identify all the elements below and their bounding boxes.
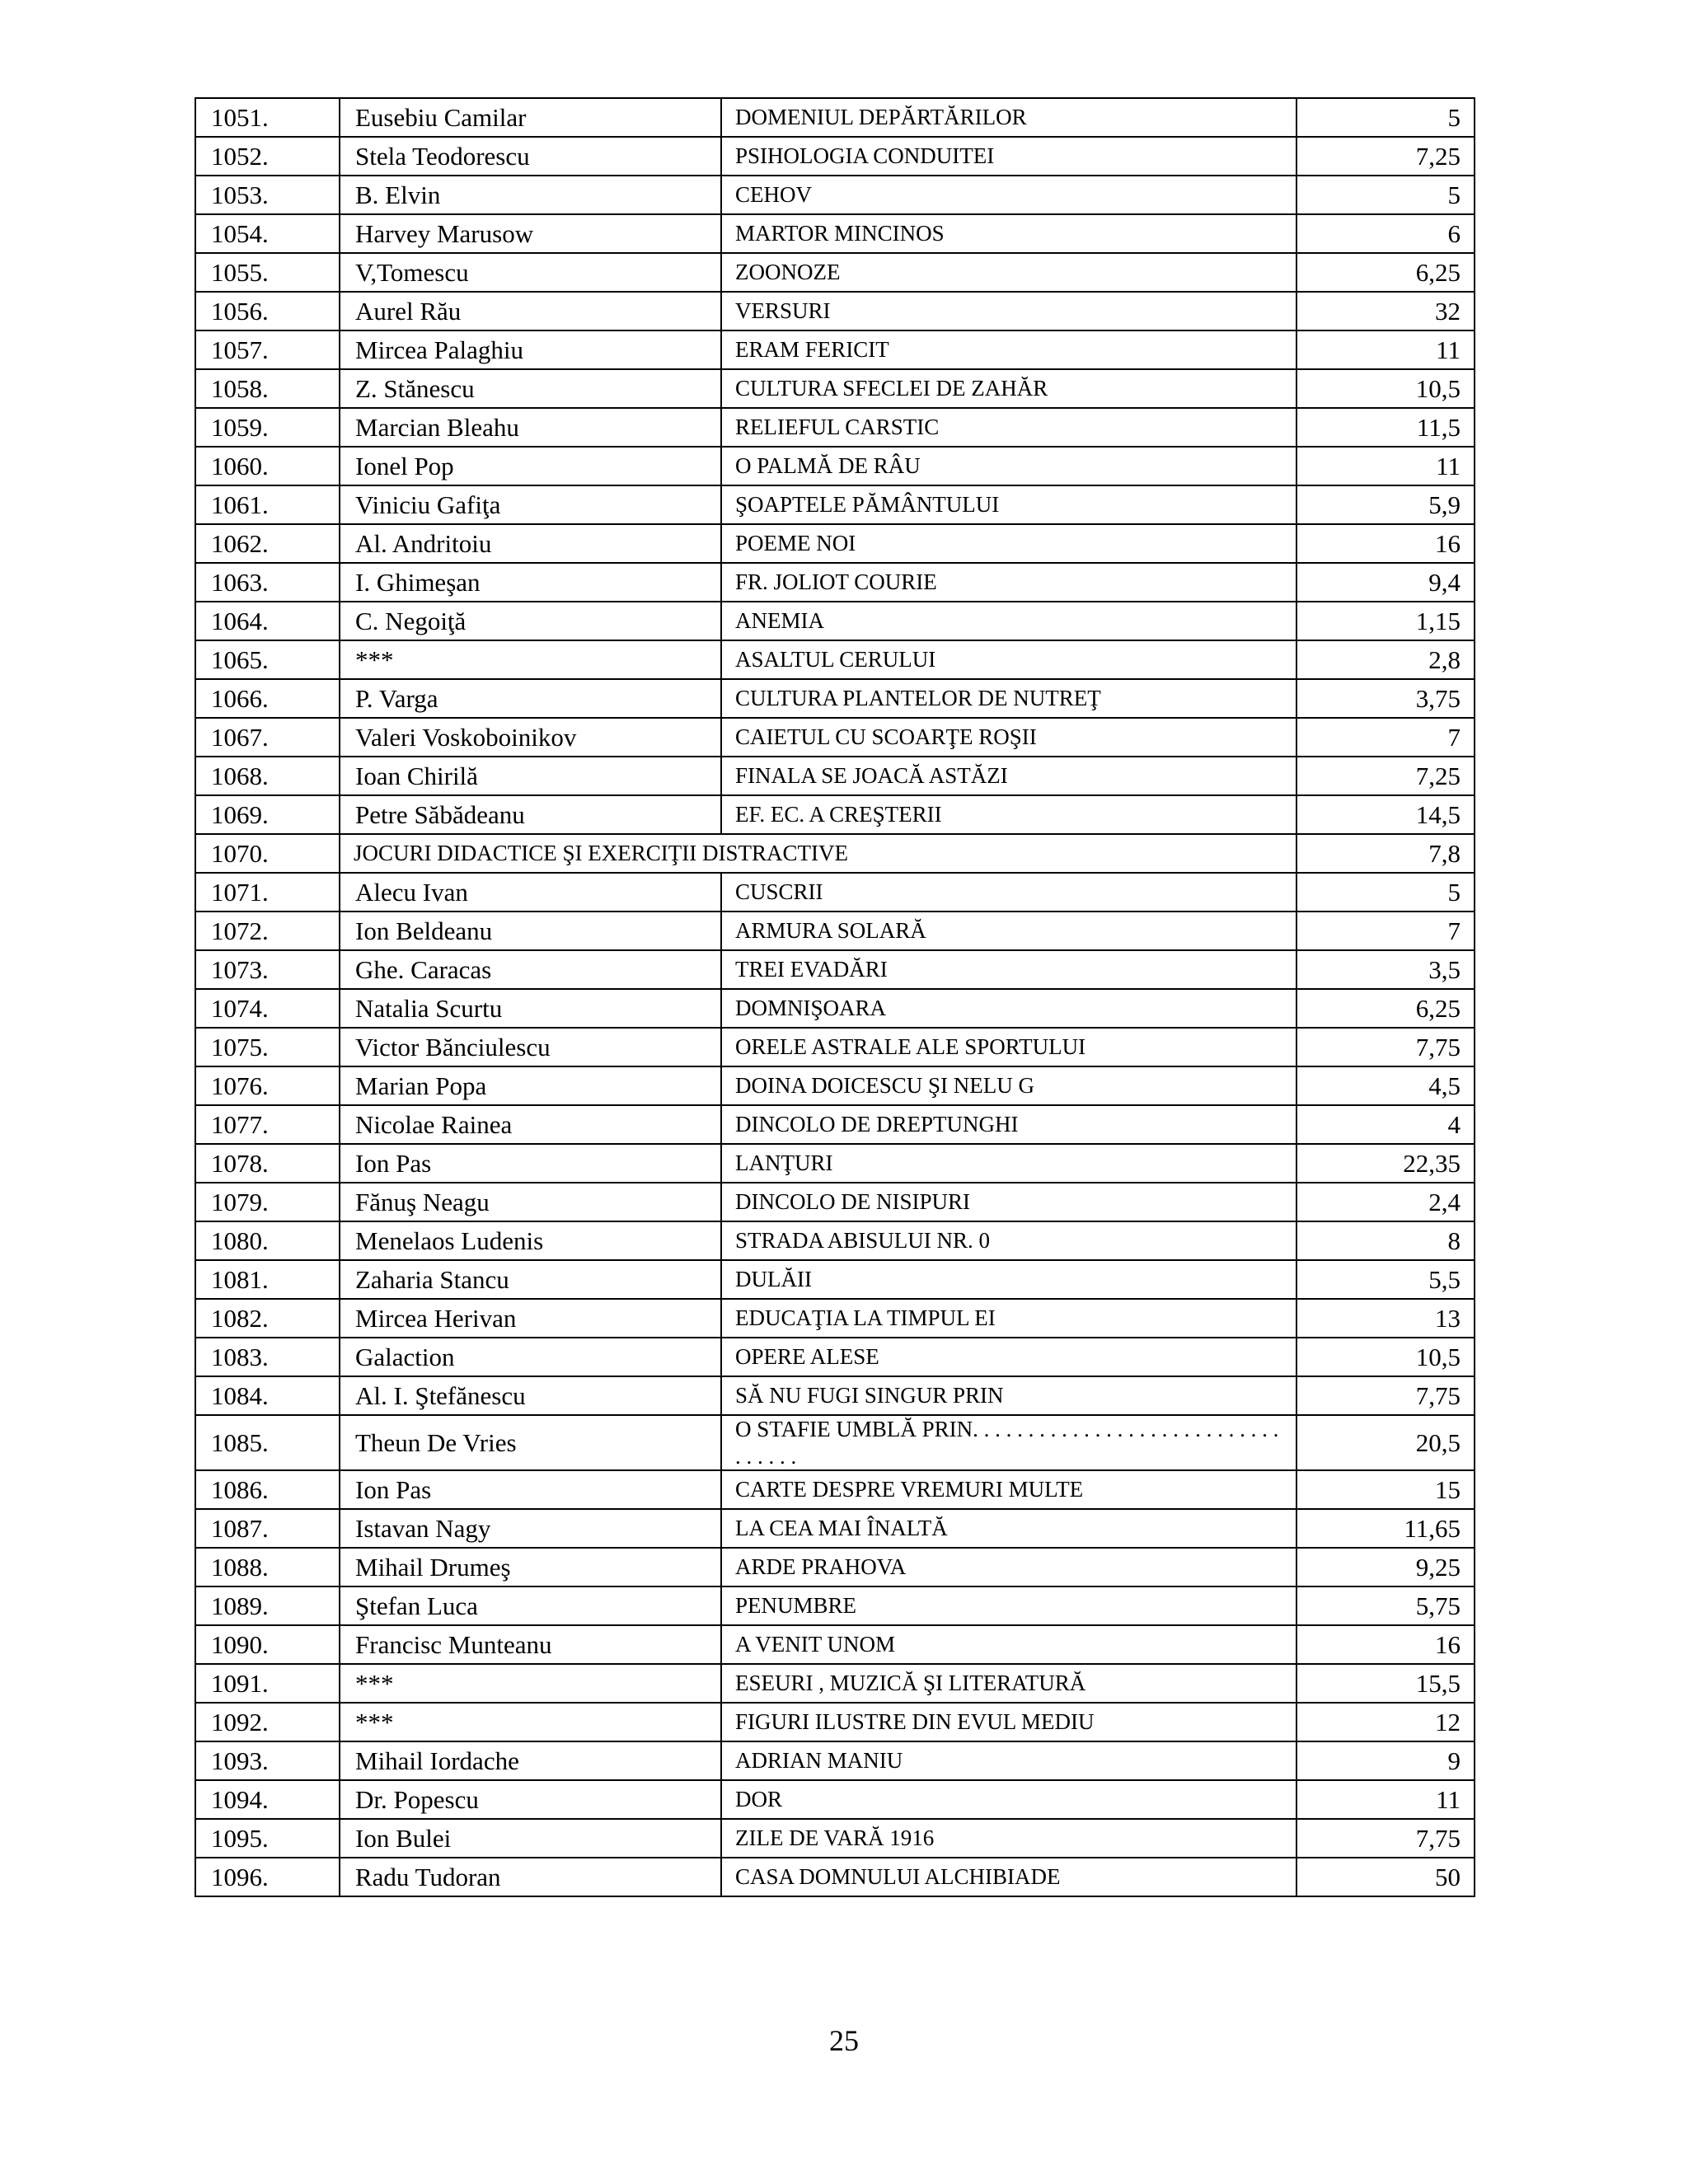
cell-number: 1086. bbox=[195, 1470, 340, 1509]
cell-value: 15 bbox=[1296, 1470, 1475, 1509]
cell-author: Nicolae Rainea bbox=[340, 1105, 721, 1144]
cell-title: FINALA SE JOACĂ ASTĂZI bbox=[721, 757, 1296, 795]
cell-author: Ion Bulei bbox=[340, 1819, 721, 1858]
cell-value: 7 bbox=[1296, 718, 1475, 757]
table-row bbox=[195, 330, 1475, 369]
cell-value: 5 bbox=[1296, 873, 1475, 912]
cell-value: 16 bbox=[1296, 1625, 1475, 1664]
cell-value: 32 bbox=[1296, 292, 1475, 330]
cell-author: Valeri Voskoboinikov bbox=[340, 718, 721, 757]
cell-number: 1083. bbox=[195, 1338, 340, 1376]
cell-number: 1091. bbox=[195, 1664, 340, 1703]
cell-number: 1053. bbox=[195, 176, 340, 214]
cell-author: Ionel Pop bbox=[340, 447, 721, 485]
table-row bbox=[195, 1780, 1475, 1819]
table-row bbox=[195, 989, 1475, 1028]
cell-title: FR. JOLIOT COURIE bbox=[721, 563, 1296, 602]
cell-author: Aurel Rău bbox=[340, 292, 721, 330]
cell-number: 1061. bbox=[195, 485, 340, 524]
cell-value: 5,9 bbox=[1296, 485, 1475, 524]
cell-title: DOINA DOICESCU ŞI NELU G bbox=[721, 1066, 1296, 1105]
cell-title: EF. EC. A CREŞTERII bbox=[721, 795, 1296, 834]
cell-number: 1054. bbox=[195, 214, 340, 253]
cell-number: 1090. bbox=[195, 1625, 340, 1664]
cell-author: Theun De Vries bbox=[340, 1415, 721, 1470]
cell-number: 1052. bbox=[195, 137, 340, 176]
table-row bbox=[195, 369, 1475, 408]
table-row bbox=[195, 1664, 1475, 1703]
table-row bbox=[195, 1221, 1475, 1260]
table-row bbox=[195, 1548, 1475, 1586]
cell-number: 1094. bbox=[195, 1780, 340, 1819]
table-row bbox=[195, 1066, 1475, 1105]
cell-author: Harvey Marusow bbox=[340, 214, 721, 253]
cell-author: Francisc Munteanu bbox=[340, 1625, 721, 1664]
cell-title: ARDE PRAHOVA bbox=[721, 1548, 1296, 1586]
cell-value: 7,25 bbox=[1296, 137, 1475, 176]
cell-title: CARTE DESPRE VREMURI MULTE bbox=[721, 1470, 1296, 1509]
cell-title: ESEURI , MUZICĂ ŞI LITERATURĂ bbox=[721, 1664, 1296, 1703]
cell-author: Mircea Herivan bbox=[340, 1299, 721, 1338]
cell-title: ŞOAPTELE PĂMÂNTULUI bbox=[721, 485, 1296, 524]
cell-value: 11,5 bbox=[1296, 408, 1475, 447]
cell-title: STRADA ABISULUI NR. 0 bbox=[721, 1221, 1296, 1260]
cell-author: Eusebiu Camilar bbox=[340, 98, 721, 137]
cell-number: 1055. bbox=[195, 253, 340, 292]
cell-title: O STAFIE UMBLĂ PRIN. . . . . . . . . . . . . . . . . . . . . . . . . . . . . . . . . . bbox=[721, 1415, 1296, 1470]
table-row bbox=[195, 873, 1475, 912]
cell-value: 14,5 bbox=[1296, 795, 1475, 834]
cell-value: 5 bbox=[1296, 176, 1475, 214]
cell-number: 1057. bbox=[195, 330, 340, 369]
table-row bbox=[195, 757, 1475, 795]
cell-title: CEHOV bbox=[721, 176, 1296, 214]
cell-author: *** bbox=[340, 1703, 721, 1741]
cell-title: A VENIT UNOM bbox=[721, 1625, 1296, 1664]
cell-title: LANŢURI bbox=[721, 1144, 1296, 1183]
cell-author: I. Ghimeşan bbox=[340, 563, 721, 602]
cell-number: 1084. bbox=[195, 1376, 340, 1415]
cell-number: 1051. bbox=[195, 98, 340, 137]
table-row bbox=[195, 524, 1475, 563]
cell-title: MARTOR MINCINOS bbox=[721, 214, 1296, 253]
cell-value: 7,75 bbox=[1296, 1028, 1475, 1066]
table-row bbox=[195, 485, 1475, 524]
table-row bbox=[195, 795, 1475, 834]
cell-number: 1096. bbox=[195, 1858, 340, 1896]
cell-number: 1063. bbox=[195, 563, 340, 602]
cell-number: 1075. bbox=[195, 1028, 340, 1066]
cell-author: Al. I. Ştefănescu bbox=[340, 1376, 721, 1415]
cell-author: Radu Tudoran bbox=[340, 1858, 721, 1896]
table-row bbox=[195, 1183, 1475, 1221]
cell-title: DOMENIUL DEPĂRTĂRILOR bbox=[721, 98, 1296, 137]
table-row bbox=[195, 447, 1475, 485]
cell-author: Marian Popa bbox=[340, 1066, 721, 1105]
cell-value: 16 bbox=[1296, 524, 1475, 563]
page-number: 25 bbox=[829, 2024, 859, 2057]
cell-value: 10,5 bbox=[1296, 1338, 1475, 1376]
cell-title: DOMNIŞOARA bbox=[721, 989, 1296, 1028]
table-row bbox=[195, 912, 1475, 950]
table-row bbox=[195, 640, 1475, 679]
table-row bbox=[195, 137, 1475, 176]
cell-value: 7,75 bbox=[1296, 1376, 1475, 1415]
cell-title: ZOONOZE bbox=[721, 253, 1296, 292]
cell-number: 1074. bbox=[195, 989, 340, 1028]
cell-author: Mihail Drumeş bbox=[340, 1548, 721, 1586]
cell-value: 7 bbox=[1296, 912, 1475, 950]
cell-title: POEME NOI bbox=[721, 524, 1296, 563]
cell-title: DOR bbox=[721, 1780, 1296, 1819]
cell-number: 1058. bbox=[195, 369, 340, 408]
table-row bbox=[195, 1586, 1475, 1625]
cell-value: 3,75 bbox=[1296, 679, 1475, 718]
cell-value: 1,15 bbox=[1296, 602, 1475, 640]
cell-value: 4,5 bbox=[1296, 1066, 1475, 1105]
cell-title: LA CEA MAI ÎNALTĂ bbox=[721, 1509, 1296, 1548]
cell-value: 2,8 bbox=[1296, 640, 1475, 679]
cell-value: 6 bbox=[1296, 214, 1475, 253]
cell-author: Mihail Iordache bbox=[340, 1741, 721, 1780]
cell-title: ANEMIA bbox=[721, 602, 1296, 640]
cell-author: Marcian Bleahu bbox=[340, 408, 721, 447]
cell-author: B. Elvin bbox=[340, 176, 721, 214]
cell-value: 13 bbox=[1296, 1299, 1475, 1338]
cell-number: 1056. bbox=[195, 292, 340, 330]
cell-number: 1080. bbox=[195, 1221, 340, 1260]
table-row bbox=[195, 1858, 1475, 1896]
cell-author: Dr. Popescu bbox=[340, 1780, 721, 1819]
cell-number: 1089. bbox=[195, 1586, 340, 1625]
table-row bbox=[195, 834, 1475, 873]
cell-number: 1092. bbox=[195, 1703, 340, 1741]
cell-author: Z. Stănescu bbox=[340, 369, 721, 408]
cell-title: TREI EVADĂRI bbox=[721, 950, 1296, 989]
cell-value: 5,75 bbox=[1296, 1586, 1475, 1625]
cell-value: 7,75 bbox=[1296, 1819, 1475, 1858]
cell-number: 1059. bbox=[195, 408, 340, 447]
cell-value: 11 bbox=[1296, 447, 1475, 485]
cell-number: 1065. bbox=[195, 640, 340, 679]
cell-number: 1066. bbox=[195, 679, 340, 718]
cell-number: 1076. bbox=[195, 1066, 340, 1105]
table-row bbox=[195, 1260, 1475, 1299]
cell-title: DULĂII bbox=[721, 1260, 1296, 1299]
cell-title: EDUCAŢIA LA TIMPUL EI bbox=[721, 1299, 1296, 1338]
cell-author: Galaction bbox=[340, 1338, 721, 1376]
cell-number: 1077. bbox=[195, 1105, 340, 1144]
inventory-table bbox=[195, 97, 1475, 1897]
cell-number: 1079. bbox=[195, 1183, 340, 1221]
cell-author: Menelaos Ludenis bbox=[340, 1221, 721, 1260]
cell-author: Ion Pas bbox=[340, 1144, 721, 1183]
cell-title: FIGURI ILUSTRE DIN EVUL MEDIU bbox=[721, 1703, 1296, 1741]
cell-title: VERSURI bbox=[721, 292, 1296, 330]
cell-value: 9 bbox=[1296, 1741, 1475, 1780]
cell-title: DINCOLO DE DREPTUNGHI bbox=[721, 1105, 1296, 1144]
table-body bbox=[195, 98, 1475, 1896]
cell-merged-title: JOCURI DIDACTICE ŞI EXERCIŢII DISTRACTIVE bbox=[340, 834, 1296, 873]
cell-value: 9,4 bbox=[1296, 563, 1475, 602]
cell-title: ERAM FERICIT bbox=[721, 330, 1296, 369]
cell-author: V,Tomescu bbox=[340, 253, 721, 292]
cell-number: 1078. bbox=[195, 1144, 340, 1183]
cell-author: Mircea Palaghiu bbox=[340, 330, 721, 369]
cell-author: P. Varga bbox=[340, 679, 721, 718]
cell-title: CULTURA SFECLEI DE ZAHĂR bbox=[721, 369, 1296, 408]
cell-title: PENUMBRE bbox=[721, 1586, 1296, 1625]
cell-author: Ghe. Caracas bbox=[340, 950, 721, 989]
cell-value: 4 bbox=[1296, 1105, 1475, 1144]
cell-number: 1081. bbox=[195, 1260, 340, 1299]
cell-number: 1087. bbox=[195, 1509, 340, 1548]
cell-title: CUSCRII bbox=[721, 873, 1296, 912]
cell-author: Viniciu Gafiţa bbox=[340, 485, 721, 524]
cell-author: Ioan Chirilă bbox=[340, 757, 721, 795]
cell-number: 1064. bbox=[195, 602, 340, 640]
cell-number: 1067. bbox=[195, 718, 340, 757]
cell-number: 1093. bbox=[195, 1741, 340, 1780]
table-row bbox=[195, 176, 1475, 214]
table-row bbox=[195, 292, 1475, 330]
table-row bbox=[195, 1144, 1475, 1183]
table-row bbox=[195, 1338, 1475, 1376]
cell-title: CULTURA PLANTELOR DE NUTREŢ bbox=[721, 679, 1296, 718]
cell-author: Ion Pas bbox=[340, 1470, 721, 1509]
cell-value: 20,5 bbox=[1296, 1415, 1475, 1470]
table-row bbox=[195, 1028, 1475, 1066]
cell-number: 1085. bbox=[195, 1415, 340, 1470]
table-row bbox=[195, 1741, 1475, 1780]
cell-value: 7,8 bbox=[1296, 834, 1475, 873]
cell-title: O PALMĂ DE RÂU bbox=[721, 447, 1296, 485]
table-row bbox=[195, 1625, 1475, 1664]
cell-value: 50 bbox=[1296, 1858, 1475, 1896]
cell-value: 22,35 bbox=[1296, 1144, 1475, 1183]
cell-author: Victor Bănciulescu bbox=[340, 1028, 721, 1066]
cell-author: Fănuş Neagu bbox=[340, 1183, 721, 1221]
cell-value: 8 bbox=[1296, 1221, 1475, 1260]
table-row bbox=[195, 408, 1475, 447]
cell-author: Natalia Scurtu bbox=[340, 989, 721, 1028]
table-row bbox=[195, 1376, 1475, 1415]
cell-title: ARMURA SOLARĂ bbox=[721, 912, 1296, 950]
cell-title: ADRIAN MANIU bbox=[721, 1741, 1296, 1780]
cell-number: 1072. bbox=[195, 912, 340, 950]
cell-value: 6,25 bbox=[1296, 253, 1475, 292]
table-row bbox=[195, 214, 1475, 253]
cell-number: 1068. bbox=[195, 757, 340, 795]
cell-title: CASA DOMNULUI ALCHIBIADE bbox=[721, 1858, 1296, 1896]
cell-number: 1069. bbox=[195, 795, 340, 834]
cell-value: 7,25 bbox=[1296, 757, 1475, 795]
table-row bbox=[195, 563, 1475, 602]
cell-value: 2,4 bbox=[1296, 1183, 1475, 1221]
cell-title: RELIEFUL CARSTIC bbox=[721, 408, 1296, 447]
table-row bbox=[195, 1703, 1475, 1741]
cell-author: Ion Beldeanu bbox=[340, 912, 721, 950]
cell-author: *** bbox=[340, 640, 721, 679]
cell-number: 1095. bbox=[195, 1819, 340, 1858]
cell-author: *** bbox=[340, 1664, 721, 1703]
table-row bbox=[195, 950, 1475, 989]
cell-title: CAIETUL CU SCOARŢE ROŞII bbox=[721, 718, 1296, 757]
cell-number: 1070. bbox=[195, 834, 340, 873]
cell-author: Zaharia Stancu bbox=[340, 1260, 721, 1299]
cell-value: 11,65 bbox=[1296, 1509, 1475, 1548]
table-row bbox=[195, 1509, 1475, 1548]
table-row bbox=[195, 253, 1475, 292]
table-row bbox=[195, 1470, 1475, 1509]
table-row bbox=[195, 1819, 1475, 1858]
cell-title: ORELE ASTRALE ALE SPORTULUI bbox=[721, 1028, 1296, 1066]
cell-title: PSIHOLOGIA CONDUITEI bbox=[721, 137, 1296, 176]
cell-author: Petre Săbădeanu bbox=[340, 795, 721, 834]
cell-title: DINCOLO DE NISIPURI bbox=[721, 1183, 1296, 1221]
cell-author: Ştefan Luca bbox=[340, 1586, 721, 1625]
cell-number: 1088. bbox=[195, 1548, 340, 1586]
cell-author: Alecu Ivan bbox=[340, 873, 721, 912]
cell-value: 5 bbox=[1296, 98, 1475, 137]
cell-title: ZILE DE VARĂ 1916 bbox=[721, 1819, 1296, 1858]
cell-value: 3,5 bbox=[1296, 950, 1475, 989]
table-row bbox=[195, 679, 1475, 718]
cell-value: 11 bbox=[1296, 1780, 1475, 1819]
cell-title: ASALTUL CERULUI bbox=[721, 640, 1296, 679]
cell-number: 1062. bbox=[195, 524, 340, 563]
cell-author: Al. Andritoiu bbox=[340, 524, 721, 563]
cell-value: 5,5 bbox=[1296, 1260, 1475, 1299]
cell-value: 11 bbox=[1296, 330, 1475, 369]
cell-number: 1071. bbox=[195, 873, 340, 912]
cell-title: SĂ NU FUGI SINGUR PRIN bbox=[721, 1376, 1296, 1415]
table-row bbox=[195, 1415, 1475, 1470]
table-row bbox=[195, 98, 1475, 137]
cell-number: 1073. bbox=[195, 950, 340, 989]
cell-value: 9,25 bbox=[1296, 1548, 1475, 1586]
cell-title: OPERE ALESE bbox=[721, 1338, 1296, 1376]
table-row bbox=[195, 1299, 1475, 1338]
cell-author: C. Negoiţă bbox=[340, 602, 721, 640]
cell-value: 12 bbox=[1296, 1703, 1475, 1741]
cell-number: 1060. bbox=[195, 447, 340, 485]
cell-author: Istavan Nagy bbox=[340, 1509, 721, 1548]
cell-value: 15,5 bbox=[1296, 1664, 1475, 1703]
cell-value: 6,25 bbox=[1296, 989, 1475, 1028]
table-row bbox=[195, 602, 1475, 640]
cell-value: 10,5 bbox=[1296, 369, 1475, 408]
cell-author: Stela Teodorescu bbox=[340, 137, 721, 176]
cell-number: 1082. bbox=[195, 1299, 340, 1338]
table-row bbox=[195, 1105, 1475, 1144]
table-row bbox=[195, 718, 1475, 757]
